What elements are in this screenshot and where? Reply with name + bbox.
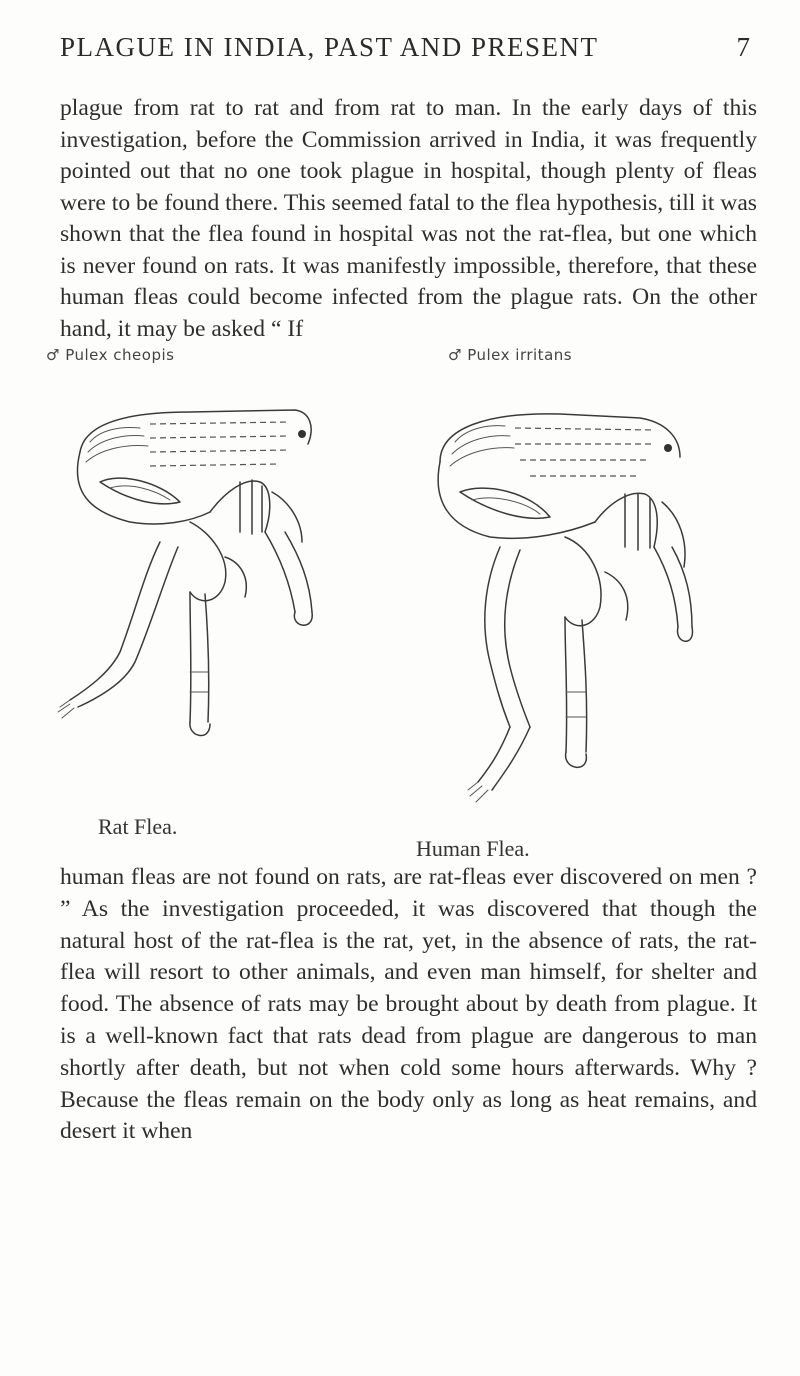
rat-flea-drawing — [40, 382, 340, 802]
flea-figure — [0, 346, 800, 866]
page-header — [60, 32, 750, 72]
figure-caption-human-flea: Human Flea. — [416, 836, 530, 861]
running-title: PLAGUE IN INDIA, PAST AND PRESENT — [60, 32, 599, 62]
figure-label-pulex-irritans: ♂ Pulex irritans — [448, 346, 573, 364]
page-number: 7 — [736, 32, 750, 62]
human-flea-drawing — [400, 382, 700, 822]
paragraph-top: plague from rat to rat and from rat to man. In the early days of this investigation, before the Commission arrived in India, it was frequently pointed out that no one took plague in hospital, though plenty of fleas were to be found there. This seemed fatal to the flea hypothesis, till it was shown that the flea found in hospital was not the rat-flea, but one which is never found on rats. It was manifestly impossible, therefore, that these human fleas could become infected from the plague rats. On the other hand, it may be asked “ If — [60, 95, 757, 342]
paragraph-bottom: human fleas are not found on rats, are rat-fleas ever discovered on men ? ” As the investigation proceeded, it was discovered that though the natural host of the rat-flea is the rat, yet, in the absence of rats, the rat-flea will resort to other animals, and even man himself, for shelter and food. The absence of rats may be brought about by death from plague. It is a well-known fact that rats dead from plague are dangerous to man shortly after death, but not when cold some hours afterwards. Why ? Because the fleas remain on the body only as long as heat remains, and desert it when — [60, 864, 757, 1145]
figure-caption-rat-flea: Rat Flea. — [98, 814, 178, 839]
figure-label-pulex-cheopis: ♂ Pulex cheopis — [46, 346, 175, 364]
